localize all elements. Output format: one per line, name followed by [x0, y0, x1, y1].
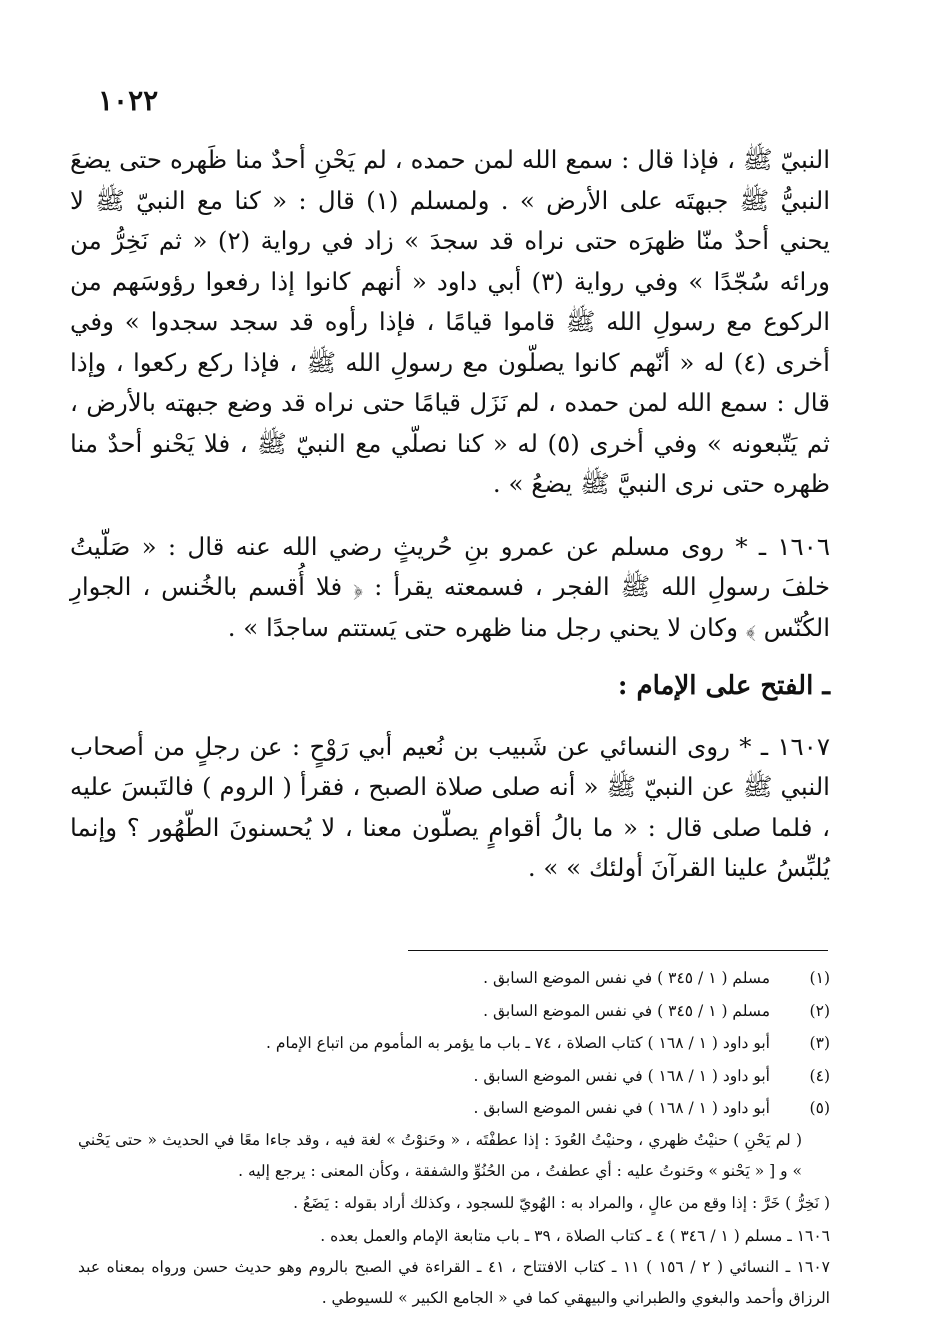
footnote-number: (٣) [809, 1034, 830, 1053]
footnote-3 [78, 1027, 830, 1060]
footnote-number: (٢) [809, 1001, 830, 1020]
footnote-text: أبو داود ( ١ / ١٦٨ ) كتاب الصلاة ، ٧٤ ـ باب ما يؤمر به المأموم من اتباع الإمام . [266, 1034, 770, 1053]
footnote-5 [78, 1092, 830, 1125]
footnote-4 [78, 1060, 830, 1093]
footnote-number: (٥) [809, 1099, 830, 1118]
footnote-text: أبو داود ( ١ / ١٦٨ ) في نفس الموضع السابق . [473, 1066, 770, 1085]
footnote-text: مسلم ( ١ / ٣٤٥ ) في نفس الموضع السابق . [483, 1001, 770, 1020]
footnote-text: أبو داود ( ١ / ١٦٨ ) في نفس الموضع السابق . [473, 1099, 770, 1118]
footnote-1 [78, 962, 830, 995]
footnote-number: (١) [809, 969, 830, 987]
source-note-1606: ١٦٠٦ ـ مسلم ( ١ / ٣٤٦ ) ٤ ـ كتاب الصلاة ، ٣٩ ـ باب متابعة الإمام والعمل بعده . [320, 1226, 830, 1245]
footnote-text: مسلم ( ١ / ٣٤٥ ) في نفس الموضع السابق . [483, 969, 770, 987]
gloss-note-2: ( نَخِرُّ ) خَرَّ : إذا وقع من عالٍ ، والمراد به : الهُويّ للسجود ، وكذلك أراد بقوله : يَضَعُ . [293, 1193, 830, 1212]
hadith-paragraph-1606: ١٦٠٦ ـ * روى مسلم عن عمرو بنِ حُريثٍ رضي الله عنه قال : « صَلّيتُ خلفَ رسولِ الله ﷺ الفجر ، فسمعته يقرأ : ﴿ فلا أُقسم بالخُنس ، الجوارِ الكُنّس ﴾ وكان لا يحني رجل منا ظهره حتى يَستتم ساجدًا » . [70, 531, 830, 642]
footnote-number: (٤) [809, 1066, 830, 1085]
hadith-paragraph-1605: النبيّ ﷺ ، فإذا قال : سمع الله لمن حمده ، لم يَحْنِ أحدٌ منا ظَهره حتى يضعَ النبيُّ ﷺ جبهتَه على الأرض » . ولمسلم (١) قال : « كنا مع النبيّ ﷺ لا يحني أحدٌ منّا ظهرَه حتى نراه قد سجدَ » زاد في رواية (٢) « ثم نَخِرُّ من ورائه سُجّدًا » وفي رواية (٣) أبي داود « أنهم كانوا إذا رفعوا رؤوسَهم من الركوع مع رسولِ الله ﷺ قاموا قيامًا ، فإذا رأوه قد سجد سجدوا » وفي أخرى (٤) له « أنّهم كانوا يصلّون مع رسولِ الله ﷺ ، فإذا ركع ركعوا ، وإذا قال : سمع الله لمن حمده ، لم نَزَل قيامًا حتى نراه قد وضع جبهته بالأرض ، ثم يَتّبعونه » وفي أخرى (٥) له « كنا نصلّي مع النبيّ ﷺ ، فلا يَحْنو أحدٌ منا ظهره حتى نرى النبيَّ ﷺ يضعُ » . [70, 145, 830, 498]
section-heading: ـ الفتح على الإمام : [617, 671, 830, 701]
page-number: ١٠٢٢ [98, 84, 159, 117]
footnote-2 [78, 995, 830, 1028]
hadith-paragraph-1607: ١٦٠٧ ـ * روى النسائي عن شَبيب بن نُعيم أبي رَوْحٍ : عن رجلٍ من أصحاب النبي ﷺ عن النبيّ ﷺ « أنه صلى صلاة الصبح ، فقرأ ( الروم ) فالتَبسَ عليه ، فلما صلى قال : « ما بالُ أقوامٍ يصلّون معنا ، لا يُحسنونَ الطّهُور ؟ وإنما يُلبِّسُ علينا القرآنَ أولئك » » . [70, 731, 830, 882]
main-text [70, 140, 830, 889]
source-note-1607: ١٦٠٧ ـ النسائي ( ٢ / ١٥٦ ) ١١ ـ كتاب الافتتاح ، ٤١ ـ القراءة في الصبح بالروم وهو حديث حسن ورواه بمعناه عبد الرزاق وأحمد والبغوي والطبراني والبيهقي كما في « الجامع الكبير » للسيوطي . [78, 1258, 830, 1308]
footnotes [78, 962, 830, 1314]
gloss-note-1: ( لم يَحْنِ ) حنيْتُ ظهري ، وحنيْتُ العُودَ : إذا عطفْتَه ، « وحَنوْتُ » لغة فيه ، وقد جاءا معًا في الحديث « حتى يَحْني » و [ « يَحْنو » وحَنوتُ عليه : أي عطفتُ ، من الحُنُوِّ والشفقة ، وكأن المعنى : يرجع إليه . [78, 1130, 802, 1180]
footnote-divider [408, 950, 828, 951]
